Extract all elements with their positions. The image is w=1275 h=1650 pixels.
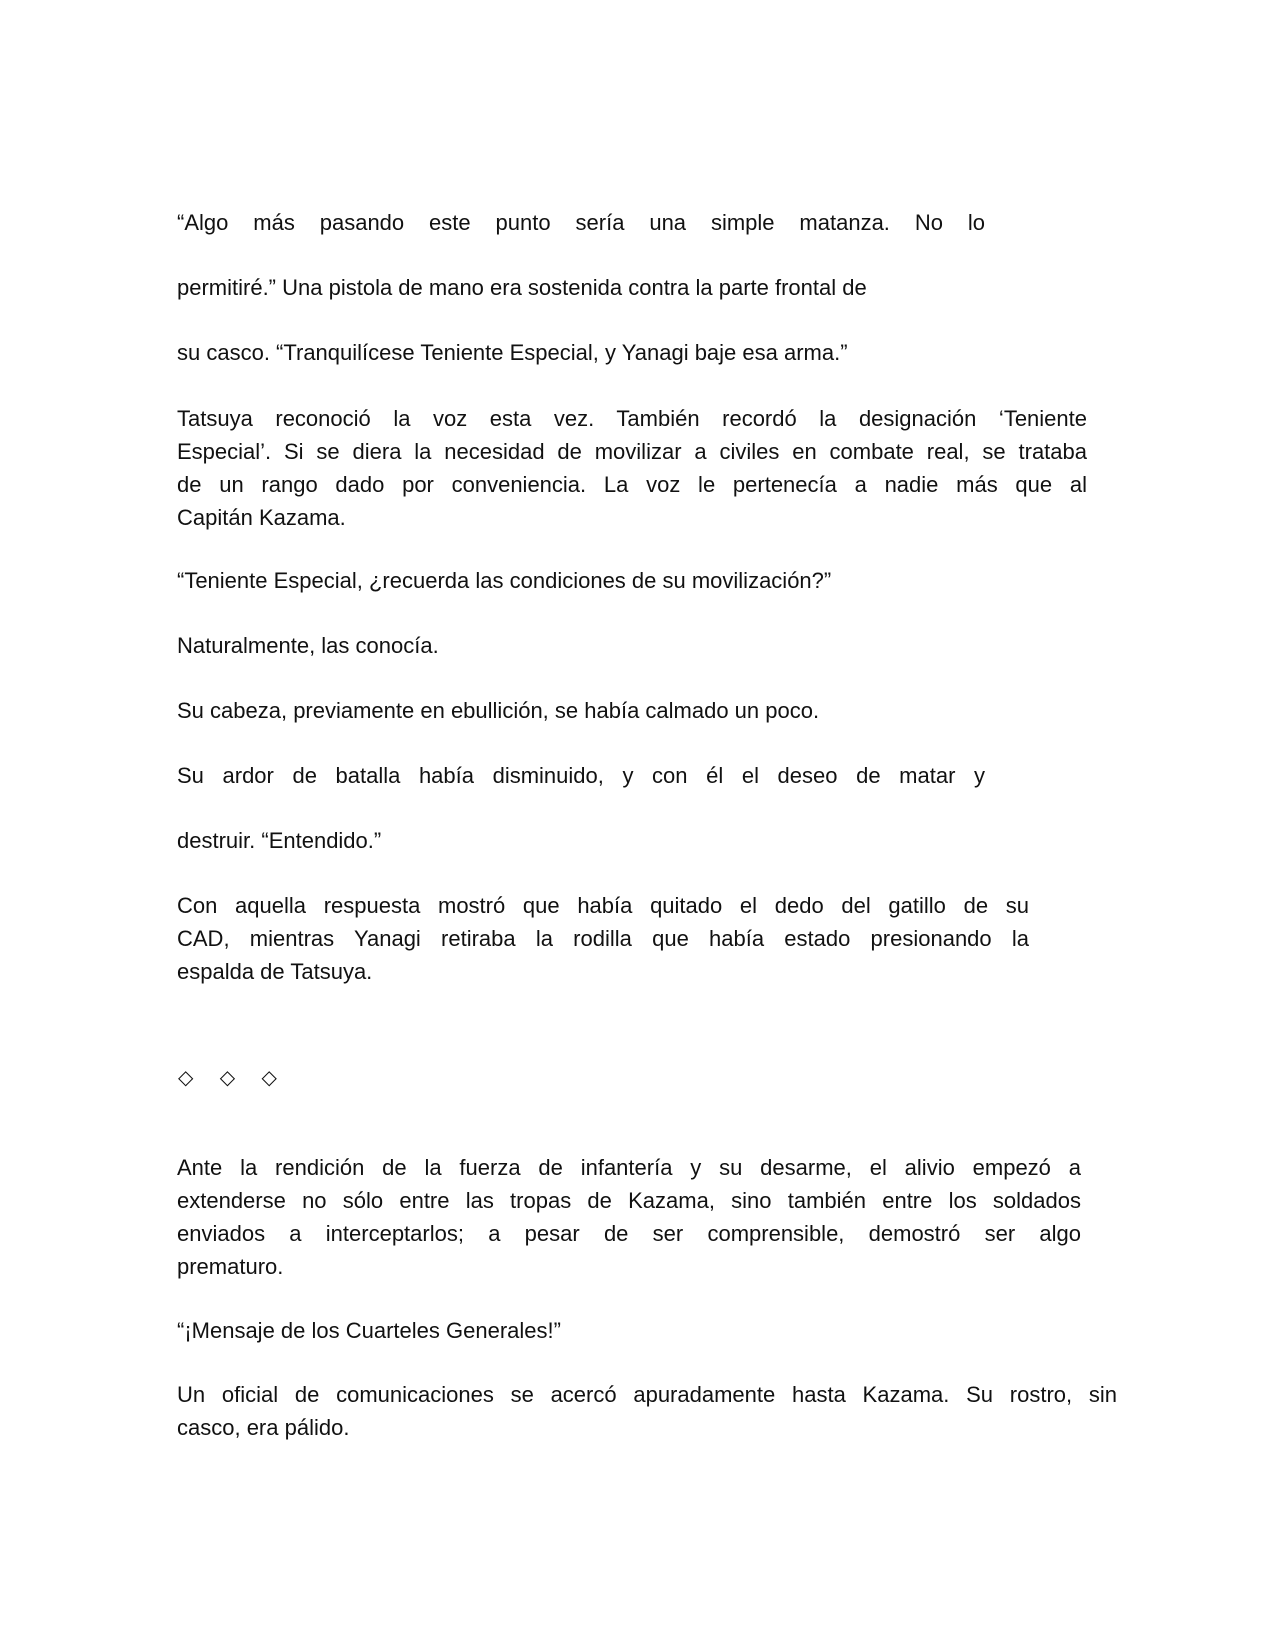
text-line: Especial’. Si se diera la necesidad de movilizar a civiles en combate real, se trataba bbox=[177, 439, 1087, 464]
text-line: enviados a interceptarlos; a pesar de ser comprensible, demostró ser algo bbox=[177, 1221, 1081, 1246]
text-line: “Algo más pasando este punto sería una simple matanza. No lo bbox=[177, 210, 985, 235]
text-line: prematuro. bbox=[177, 1254, 284, 1279]
text-line: CAD, mientras Yanagi retiraba la rodilla que había estado presionando la bbox=[177, 926, 1029, 951]
text-line: extenderse no sólo entre las tropas de Kazama, sino también entre los soldados bbox=[177, 1188, 1081, 1213]
text-line: Su cabeza, previamente en ebullición, se había calmado un poco. bbox=[177, 698, 820, 723]
text-line: permitiré.” Una pistola de mano era sostenida contra la parte frontal de bbox=[177, 275, 867, 300]
text-line: Naturalmente, las conocía. bbox=[177, 633, 439, 658]
text-line: “Teniente Especial, ¿recuerda las condiciones de su movilización?” bbox=[177, 568, 832, 593]
text-line: Tatsuya reconoció la voz esta vez. También recordó la designación ‘Teniente bbox=[177, 406, 1087, 431]
text-line: su casco. “Tranquilícese Teniente Especial, y Yanagi baje esa arma.” bbox=[177, 340, 848, 365]
section-separator: ◇ ◇ ◇ bbox=[178, 1065, 287, 1089]
text-line: casco, era pálido. bbox=[177, 1415, 350, 1440]
text-line: Ante la rendición de la fuerza de infantería y su desarme, el alivio empezó a bbox=[177, 1155, 1081, 1180]
text-line: destruir. “Entendido.” bbox=[177, 828, 382, 853]
text-line: Con aquella respuesta mostró que había quitado el dedo del gatillo de su bbox=[177, 893, 1029, 918]
text-line: “¡Mensaje de los Cuarteles Generales!” bbox=[177, 1318, 561, 1343]
text-line: Su ardor de batalla había disminuido, y con él el deseo de matar y bbox=[177, 763, 985, 788]
text-line: Capitán Kazama. bbox=[177, 505, 346, 530]
text-line: Un oficial de comunicaciones se acercó apuradamente hasta Kazama. Su rostro, sin bbox=[177, 1382, 1117, 1407]
text-line: de un rango dado por conveniencia. La voz le pertenecía a nadie más que al bbox=[177, 472, 1087, 497]
text-line: espalda de Tatsuya. bbox=[177, 959, 373, 984]
